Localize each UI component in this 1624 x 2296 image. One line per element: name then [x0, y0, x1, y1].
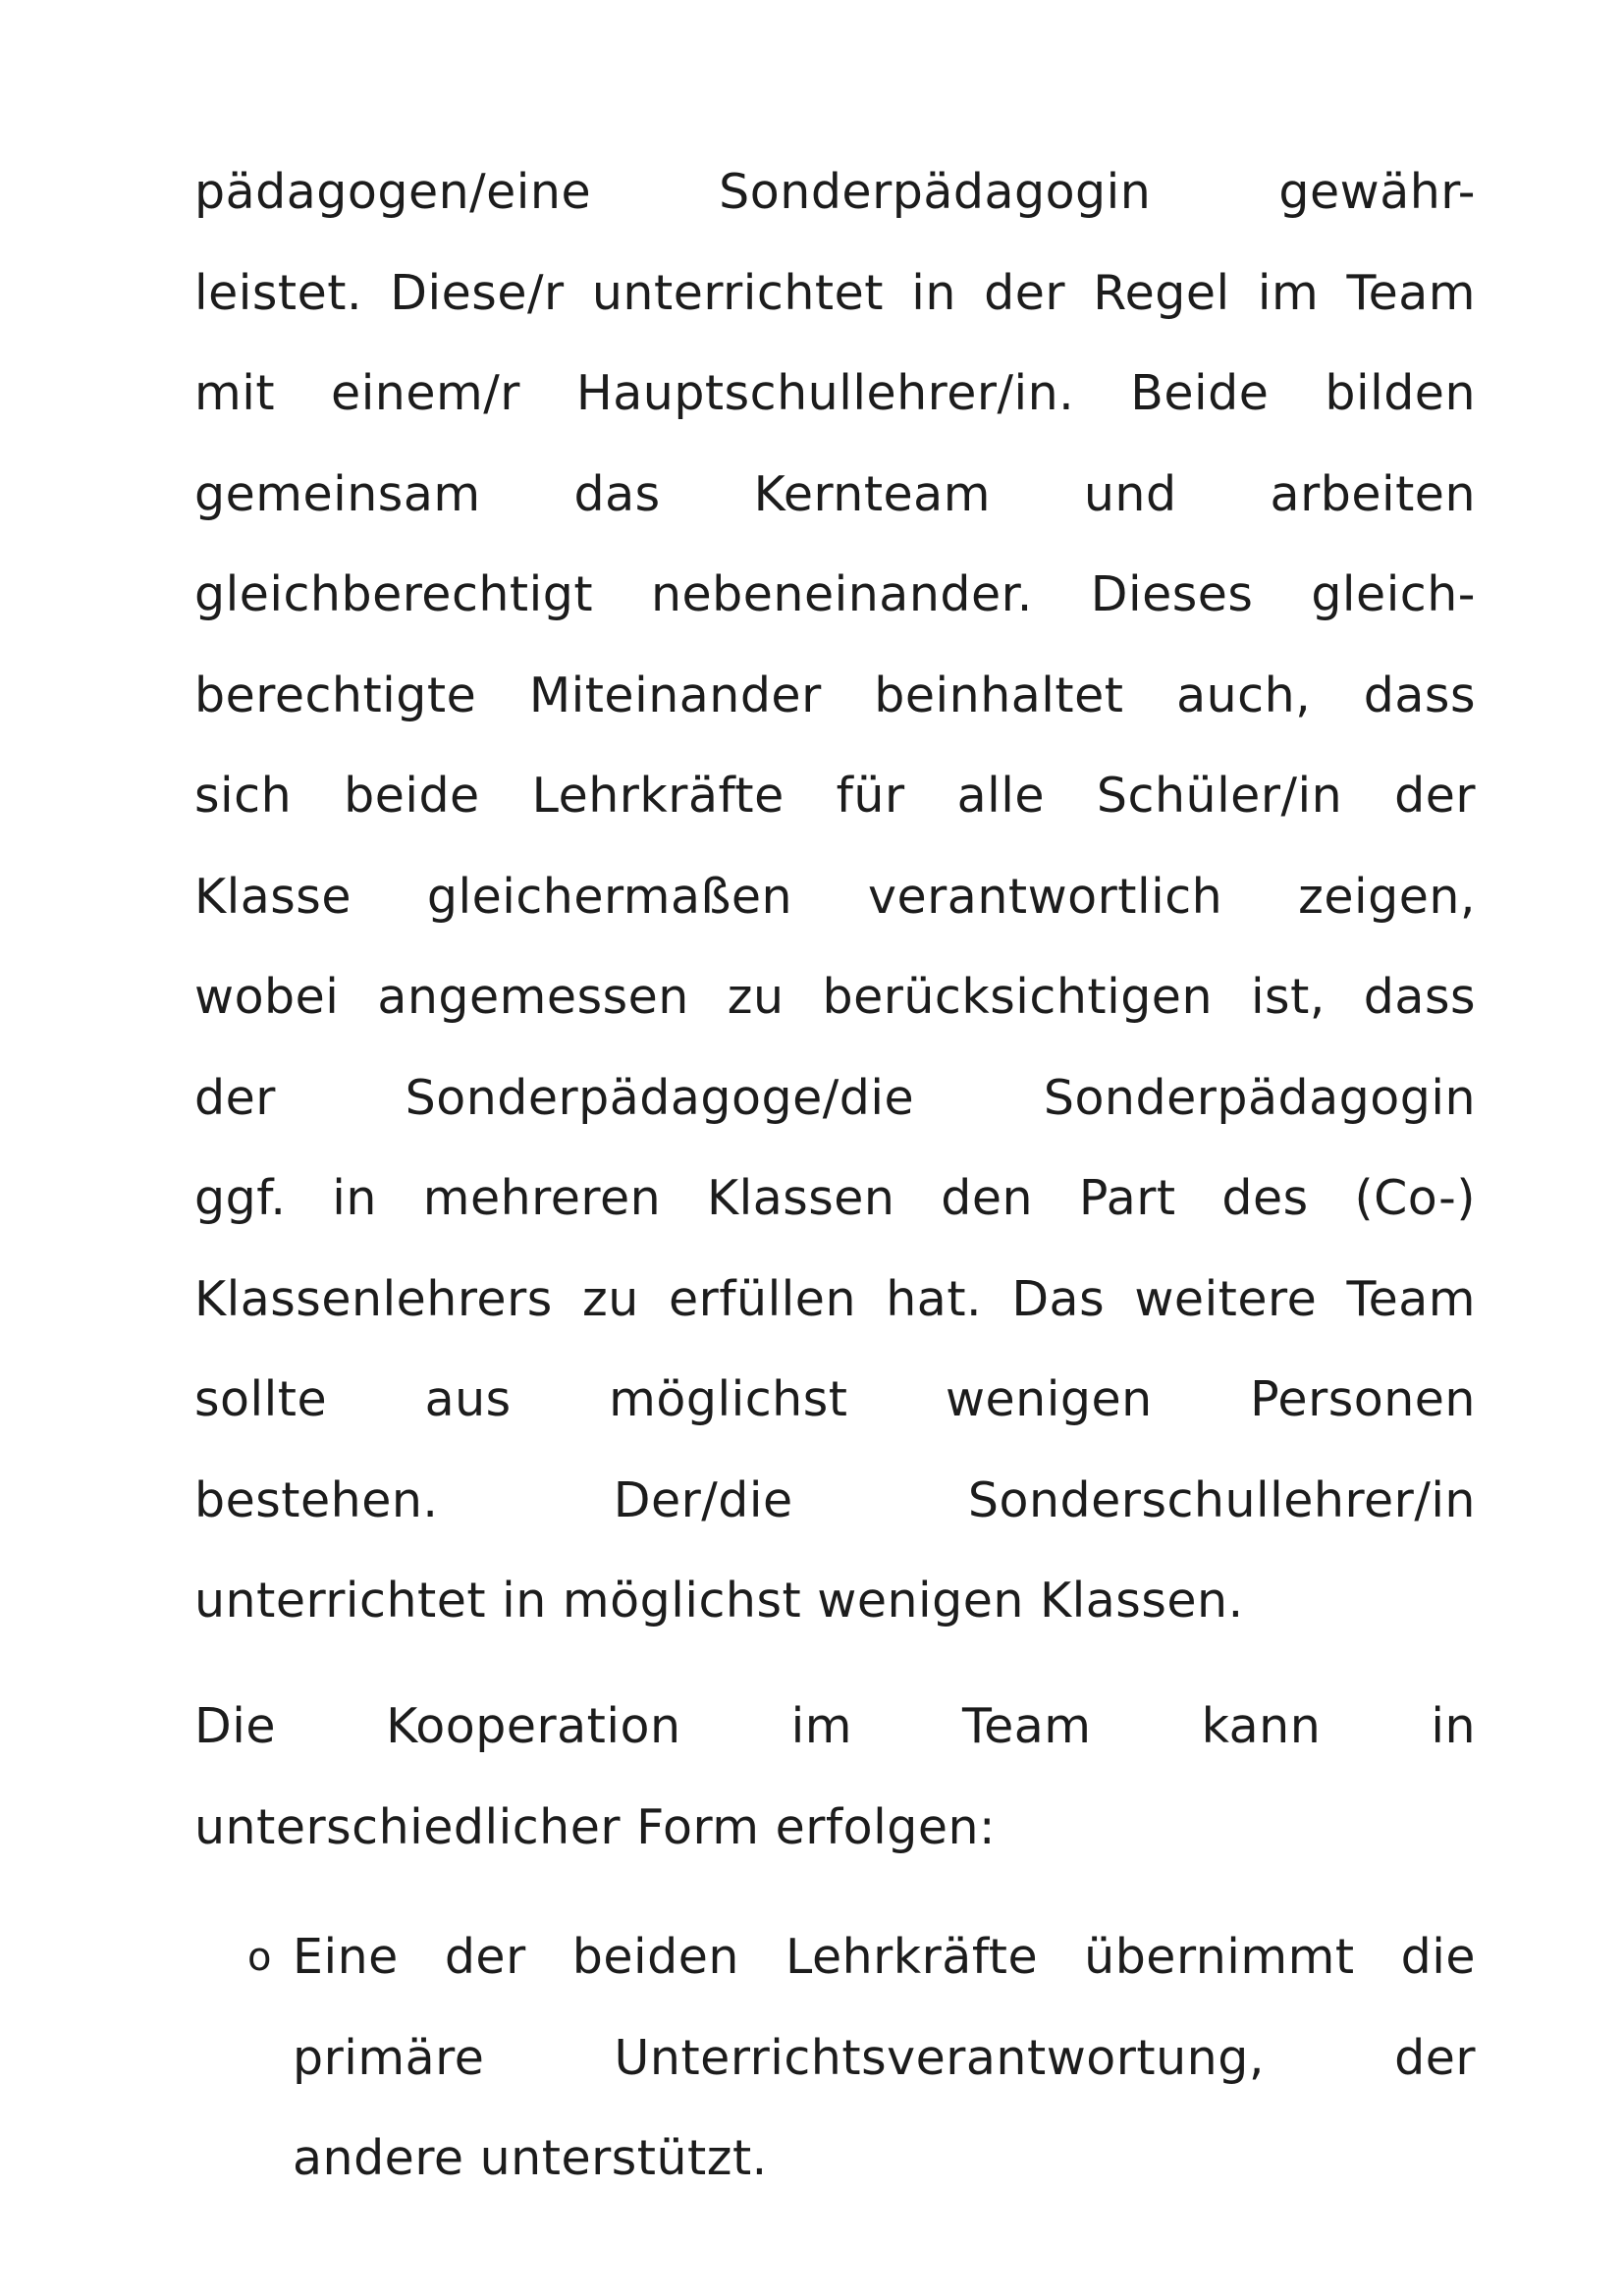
paragraph-line: pädagogen/eine Sonderpädagogin gewähr-	[194, 164, 1476, 220]
circle-bullet-icon: o	[247, 1935, 272, 1980]
paragraph-line: unterrichtet in möglichst wenigen Klassen.	[194, 1573, 1244, 1629]
paragraph-line: leistet. Diese/r unterrichtet in der Regel im Team	[194, 264, 1476, 321]
list-item-line: andere unterstützt.	[293, 2130, 768, 2186]
body-paragraph-2	[194, 1677, 1476, 1878]
paragraph-line: Die Kooperation im Team kann in	[194, 1698, 1476, 1754]
list-item-line: primäre Unterrichtsverantwortung, der	[293, 2029, 1476, 2086]
paragraph-line: unterschiedlicher Form erfolgen:	[194, 1798, 997, 1855]
paragraph-line: bestehen. Der/die Sonderschullehrer/in	[194, 1471, 1476, 1528]
paragraph-line: Klasse gleichermaßen verantwortlich zeigen,	[194, 868, 1476, 925]
list-item-line: Eine der beiden Lehrkräfte übernimmt die	[293, 1929, 1476, 1985]
paragraph-line: Klassenlehrers zu erfüllen hat. Das weitere Team	[194, 1270, 1476, 1327]
paragraph-line: mit einem/r Hauptschullehrer/in. Beide bilden	[194, 365, 1476, 421]
paragraph-line: sich beide Lehrkräfte für alle Schüler/in der	[194, 768, 1476, 824]
list-item	[194, 1907, 1476, 2210]
paragraph-line: gemeinsam das Kernteam und arbeiten	[194, 465, 1476, 522]
paragraph-line: der Sonderpädagoge/die Sonderpädagogin	[194, 1069, 1476, 1126]
paragraph-line: gleichberechtigt nebeneinander. Dieses gleich-	[194, 566, 1476, 622]
body-paragraph-1	[194, 142, 1476, 1652]
paragraph-line: ggf. in mehreren Klassen den Part des (Co-)	[194, 1170, 1476, 1226]
paragraph-line: sollte aus möglichst wenigen Personen	[194, 1371, 1476, 1427]
paragraph-line: berechtigte Miteinander beinhaltet auch, dass	[194, 667, 1476, 723]
cooperation-list	[194, 1907, 1476, 2210]
paragraph-line: wobei angemessen zu berücksichtigen ist, dass	[194, 969, 1476, 1025]
